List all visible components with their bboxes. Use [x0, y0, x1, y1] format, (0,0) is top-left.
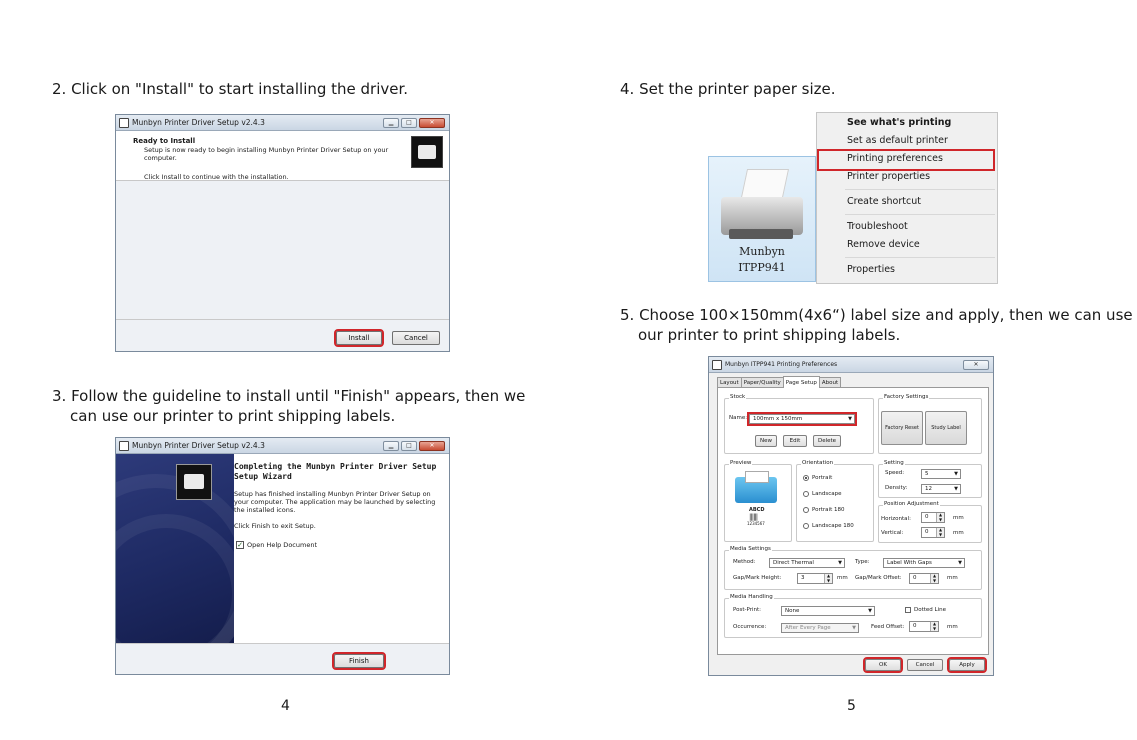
- banner-arc: [116, 514, 234, 643]
- maximize-button[interactable]: □: [401, 118, 417, 128]
- vertical-label: Vertical:: [881, 530, 904, 536]
- vertical-spinner[interactable]: [921, 527, 945, 538]
- stock-group: [724, 394, 874, 454]
- chevron-down-icon: ▼: [954, 471, 958, 477]
- ready-to-install-subtitle: Setup is now ready to begin installing Munbyn Printer Driver Setup on your computer.: [144, 146, 389, 162]
- printer-device-tile[interactable]: [708, 156, 816, 282]
- step-3-line-1: 3. Follow the guideline to install until "Finish" appears, then we: [52, 387, 526, 405]
- speed-value: 5: [925, 471, 929, 477]
- preview-group-label: Preview: [730, 460, 752, 466]
- stock-edit-button[interactable]: Edit: [783, 435, 807, 447]
- menu-item-properties[interactable]: Properties: [847, 264, 896, 275]
- menu-item-set-default[interactable]: Set as default printer: [847, 135, 948, 146]
- media-settings-label: Media Settings: [730, 546, 771, 552]
- position-group-label: Position Adjustment: [884, 501, 939, 507]
- feed-offset-spinner[interactable]: [909, 621, 939, 632]
- feed-offset-label: Feed Offset:: [871, 624, 905, 630]
- page-number-left: 4: [281, 698, 290, 714]
- study-label-button[interactable]: Study Label: [925, 411, 967, 445]
- factory-reset-button[interactable]: Factory Reset: [881, 411, 923, 445]
- landscape-label: Landscape: [812, 491, 842, 497]
- preview-label-text: ABCD: [749, 507, 765, 513]
- radio-icon: [803, 491, 809, 497]
- horizontal-unit: mm: [953, 515, 964, 521]
- cancel-button[interactable]: Cancel: [907, 659, 943, 671]
- occurrence-select[interactable]: [781, 623, 859, 633]
- printer-context-menu-screenshot: [708, 112, 998, 284]
- feed-offset-unit: mm: [947, 624, 958, 630]
- radio-icon: [803, 523, 809, 529]
- menu-item-troubleshoot[interactable]: Troubleshoot: [847, 221, 908, 232]
- completing-wizard-body: Setup has finished installing Munbyn Printer Driver Setup on your computer. The application may be launched by selecting the installed icons.: [234, 490, 436, 514]
- minimize-button[interactable]: ▁: [383, 118, 399, 128]
- setting-group: [878, 460, 982, 498]
- tab-layout[interactable]: Layout: [717, 377, 742, 388]
- radio-selected-icon: [803, 475, 809, 481]
- maximize-button[interactable]: □: [401, 441, 417, 451]
- tab-page-setup[interactable]: Page Setup: [783, 376, 820, 388]
- gap-offset-label: Gap/Mark Offset:: [855, 575, 902, 581]
- chevron-down-icon: ▼: [868, 608, 872, 614]
- stock-name-label: Name:: [729, 415, 748, 421]
- spinner-arrows-icon[interactable]: ▲ ▼: [930, 574, 938, 583]
- gap-height-unit: mm: [837, 575, 848, 581]
- factory-group-label: Factory Settings: [884, 394, 929, 400]
- occurrence-label: Occurrence:: [733, 624, 767, 630]
- menu-item-create-shortcut[interactable]: Create shortcut: [847, 196, 921, 207]
- ready-to-install-heading: Ready to Install: [133, 137, 196, 145]
- page-number-right: 5: [847, 698, 856, 714]
- orientation-portrait180-radio[interactable]: [803, 507, 844, 513]
- method-value: Direct Thermal: [773, 560, 814, 566]
- spinner-arrows-icon[interactable]: ▲ ▼: [930, 622, 938, 631]
- printing-preferences-window: [708, 356, 994, 676]
- printer-app-icon: [712, 360, 722, 370]
- vertical-value: 0: [925, 529, 929, 535]
- wizard1-footer-divider: [116, 319, 449, 320]
- post-print-label: Post-Print:: [733, 607, 761, 613]
- feed-offset-value: 0: [913, 623, 917, 629]
- preview-printer-icon: [735, 477, 777, 503]
- horizontal-value: 0: [925, 514, 929, 520]
- context-menu: [816, 112, 998, 284]
- portrait180-label: Portrait 180: [812, 507, 845, 513]
- menu-item-see-whats-printing[interactable]: See what's printing: [847, 117, 952, 128]
- media-handling-group: [724, 594, 982, 638]
- speed-select[interactable]: [921, 469, 961, 479]
- wizard1-body-text: Click Install to continue with the installation.: [144, 173, 289, 181]
- step-5-line-1: 5. Choose 100×150mm(4x6“) label size and apply, then we can use: [620, 306, 1133, 324]
- orientation-group-label: Orientation: [802, 460, 834, 466]
- wizard2-title: Munbyn Printer Driver Setup v2.4.3: [132, 441, 265, 450]
- apply-button[interactable]: Apply: [949, 659, 985, 671]
- menu-separator: [845, 214, 995, 215]
- density-value: 12: [925, 486, 932, 492]
- post-print-value: None: [785, 608, 800, 614]
- preview-group: [724, 460, 792, 542]
- stock-new-button[interactable]: New: [755, 435, 777, 447]
- completing-wizard-heading: Completing the Munbyn Printer Driver Setup Setup Wizard: [234, 462, 437, 481]
- step-5-line-2: our printer to print shipping labels.: [638, 326, 901, 344]
- step-3-line-2: can use our printer to print shipping labels.: [70, 407, 396, 425]
- stock-group-label: Stock: [730, 394, 746, 400]
- type-select[interactable]: [883, 558, 965, 568]
- setting-group-label: Setting: [884, 460, 904, 466]
- density-select[interactable]: [921, 484, 961, 494]
- checkmark-icon[interactable]: ✓: [237, 541, 243, 549]
- gap-height-spinner[interactable]: [797, 573, 833, 584]
- landscape180-label: Landscape 180: [812, 523, 854, 529]
- checkbox-icon: [905, 607, 911, 613]
- setup-app-icon: [119, 441, 129, 451]
- factory-settings-group: [878, 394, 982, 454]
- install-button[interactable]: Install: [336, 331, 382, 345]
- printer-name-line-1: Munbyn: [739, 245, 785, 258]
- radio-icon: [803, 507, 809, 513]
- exit-instruction: Click Finish to exit Setup.: [234, 522, 316, 530]
- orientation-landscape180-radio[interactable]: [803, 523, 854, 529]
- menu-separator: [845, 189, 995, 190]
- page-setup-pane: [717, 387, 989, 655]
- tab-paper-quality[interactable]: Paper/Quality: [741, 377, 784, 388]
- step-4-instruction: 4. Set the printer paper size.: [620, 80, 836, 98]
- printer-name-line-2: ITPP941: [738, 261, 786, 274]
- wizard1-titlebar: [116, 115, 449, 131]
- gap-offset-value: 0: [913, 575, 917, 581]
- menu-item-remove-device[interactable]: Remove device: [847, 239, 920, 250]
- step-5-instruction: [620, 305, 1133, 345]
- gap-offset-spinner[interactable]: [909, 573, 939, 584]
- setup-wizard-ready-window: [115, 114, 450, 352]
- menu-separator: [845, 257, 995, 258]
- wizard2-titlebar: [116, 438, 449, 454]
- chevron-down-icon: ▼: [838, 560, 842, 566]
- setup-wizard-complete-window: [115, 437, 450, 675]
- dotted-line-checkbox[interactable]: [905, 607, 946, 613]
- portrait-label: Portrait: [812, 475, 833, 481]
- chevron-down-icon: ▼: [954, 486, 958, 492]
- open-help-label: Open Help Document: [247, 541, 317, 549]
- stock-name-value: 100mm x 150mm: [753, 416, 803, 422]
- dotted-line-label: Dotted Line: [914, 607, 946, 613]
- preview-barcode-number: 1234567: [747, 521, 765, 526]
- vertical-unit: mm: [953, 530, 964, 536]
- stock-name-select[interactable]: [749, 414, 855, 424]
- wizard1-title: Munbyn Printer Driver Setup v2.4.3: [132, 118, 265, 127]
- step-3-instruction: [52, 386, 525, 426]
- menu-item-printing-preferences[interactable]: Printing preferences: [847, 153, 943, 164]
- spinner-arrows-icon[interactable]: ▲ ▼: [936, 513, 944, 522]
- setup-app-icon: [119, 118, 129, 128]
- close-button[interactable]: ✕: [963, 360, 989, 370]
- position-adjustment-group: [878, 501, 982, 543]
- tab-about[interactable]: About: [819, 377, 841, 388]
- horizontal-spinner[interactable]: [921, 512, 945, 523]
- gap-offset-unit: mm: [947, 575, 958, 581]
- orientation-portrait-radio[interactable]: [803, 475, 832, 481]
- close-button[interactable]: ✕: [419, 118, 445, 128]
- chevron-down-icon: ▼: [958, 560, 962, 566]
- ok-button[interactable]: OK: [865, 659, 901, 671]
- prefs-title: Munbyn ITPP941 Printing Preferences: [725, 361, 838, 368]
- post-print-select[interactable]: [781, 606, 875, 616]
- wizard-side-banner: [116, 454, 234, 643]
- wizard2-footer: [116, 643, 449, 675]
- speed-label: Speed:: [885, 470, 905, 476]
- prefs-titlebar: [709, 357, 993, 373]
- method-select[interactable]: [769, 558, 845, 568]
- close-button[interactable]: ✕: [419, 441, 445, 451]
- cancel-button[interactable]: Cancel: [392, 331, 440, 345]
- stock-delete-button[interactable]: Delete: [813, 435, 841, 447]
- orientation-landscape-radio[interactable]: [803, 491, 842, 497]
- open-help-checkbox-row[interactable]: [236, 541, 317, 549]
- density-label: Density:: [885, 485, 908, 491]
- barcode-icon: ||||||: [749, 513, 758, 521]
- spinner-arrows-icon[interactable]: ▲ ▼: [824, 574, 832, 583]
- horizontal-label: Horizontal:: [881, 516, 911, 522]
- gap-height-label: Gap/Mark Height:: [733, 575, 782, 581]
- printer-installer-icon: [176, 464, 212, 500]
- step-2-instruction: 2. Click on "Install" to start installing the driver.: [52, 80, 409, 98]
- media-handling-label: Media Handling: [730, 594, 773, 600]
- menu-item-printer-properties[interactable]: Printer properties: [847, 171, 931, 182]
- method-label: Method:: [733, 559, 756, 565]
- occurrence-value: After Every Page: [785, 625, 831, 631]
- spinner-arrows-icon[interactable]: ▲ ▼: [936, 528, 944, 537]
- minimize-button[interactable]: ▁: [383, 441, 399, 451]
- gap-height-value: 3: [801, 575, 805, 581]
- finish-button[interactable]: Finish: [334, 654, 384, 668]
- media-settings-group: [724, 546, 982, 590]
- orientation-group: [796, 460, 874, 542]
- chevron-down-icon: ▼: [852, 625, 856, 631]
- type-value: Label With Gaps: [887, 560, 932, 566]
- printer-installer-icon: [411, 136, 443, 168]
- printer-tray-shape: [729, 229, 793, 239]
- chevron-down-icon: ▼: [848, 416, 852, 422]
- type-label: Type:: [855, 559, 870, 565]
